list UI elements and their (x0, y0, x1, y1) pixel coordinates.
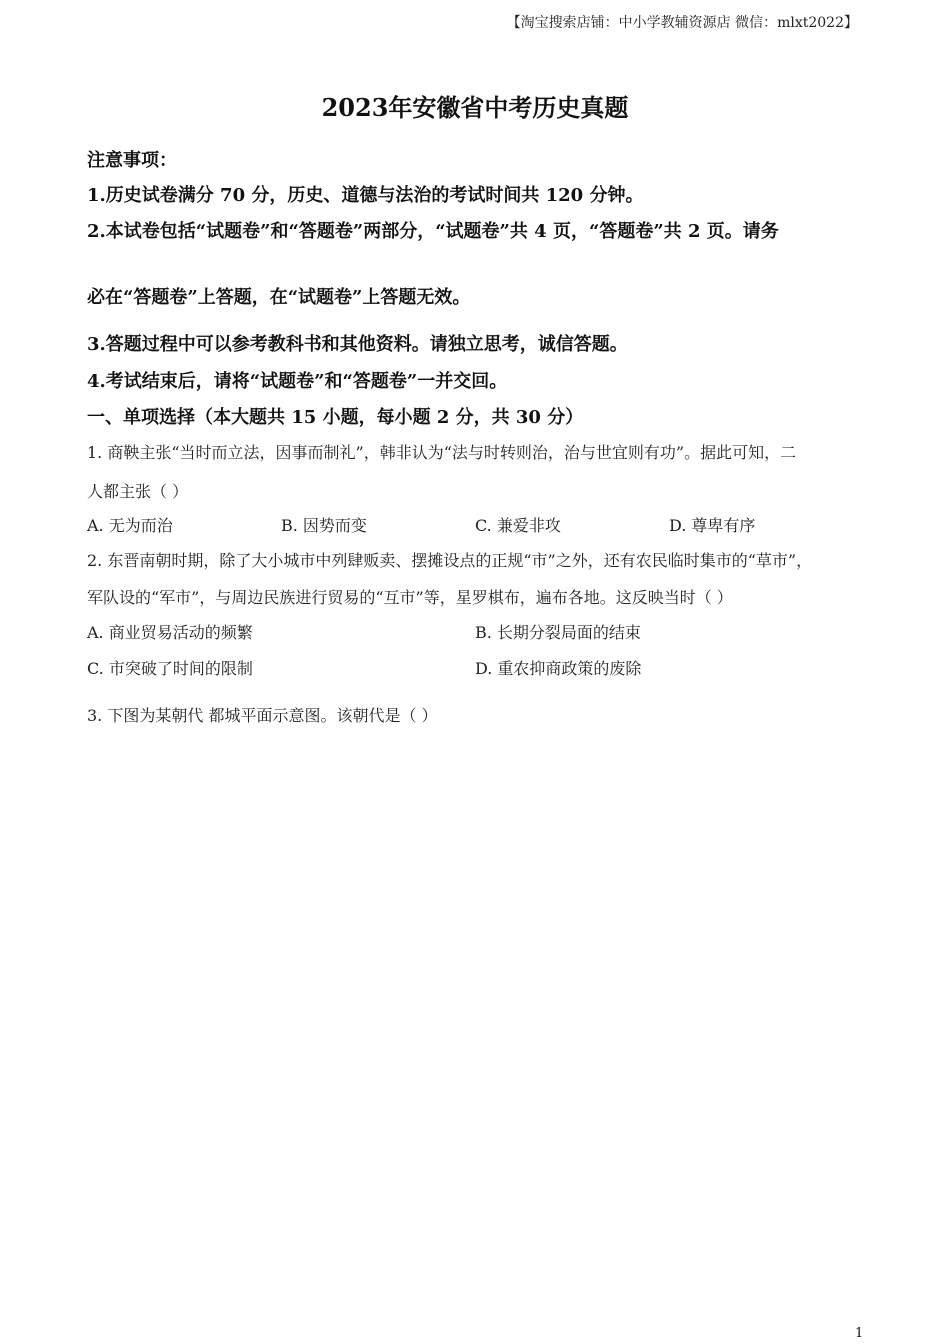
question-1-option-d: D. 尊卑有序 (669, 516, 756, 535)
section-heading: 一、单项选择（本大题共 15 小题，每小题 2 分，共 30 分） (87, 407, 584, 428)
question-2-option-d: D. 重农抑商政策的废除 (475, 659, 642, 678)
question-2-option-a: A. 商业贸易活动的频繁 (87, 623, 253, 642)
note-1: 1.历史试卷满分 70 分，历史、道德与法治的考试时间共 120 分钟。 (87, 185, 644, 206)
question-3-line-1: 3. 下图为某朝代 都城平面示意图。该朝代是（ ） (87, 706, 438, 725)
question-1-option-a: A. 无为而治 (87, 516, 173, 535)
note-2-line-2: 必在“答题卷”上答题，在“试题卷”上答题无效。 (87, 287, 471, 308)
note-4: 4.考试结束后，请将“试题卷”和“答题卷”一并交回。 (87, 371, 508, 392)
note-2-line-1: 2.本试卷包括“试题卷”和“答题卷”两部分，“试题卷”共 4 页，“答题卷”共 2 页。请务 (87, 221, 779, 242)
question-2-option-b: B. 长期分裂局面的结束 (475, 623, 641, 642)
question-2-option-c: C. 市突破了时间的限制 (87, 659, 253, 678)
question-1-option-b: B. 因势而变 (281, 516, 367, 535)
note-3: 3.答题过程中可以参考教科书和其他资料。请独立思考，诚信答题。 (87, 334, 628, 355)
question-1-line-2: 人都主张（ ） (87, 482, 189, 501)
question-2-line-2: 军队设的“军市”，与周边民族进行贸易的“互市”等，星罗棋布，遍布各地。这反映当时（ ） (87, 588, 733, 607)
question-1-option-c: C. 兼爱非攻 (475, 516, 561, 535)
page-number: 1 (855, 1326, 864, 1341)
notes-heading: 注意事项： (87, 150, 177, 171)
question-1-line-1: 1. 商鞅主张“当时而立法，因事而制礼”，韩非认为“法与时转则治，治与世宜则有功”。据此可知，二 (87, 443, 797, 462)
shop-header: 【淘宝搜索店铺：中小学教辅资源店 微信：mlxt2022】 (506, 15, 858, 31)
question-2-line-1: 2. 东晋南朝时期，除了大小城市中列肆贩卖、摆摊设点的正规“市”之外，还有农民临时集市的“草市”， (87, 551, 813, 570)
page-title: 2023年安徽省中考历史真题 (321, 93, 629, 122)
